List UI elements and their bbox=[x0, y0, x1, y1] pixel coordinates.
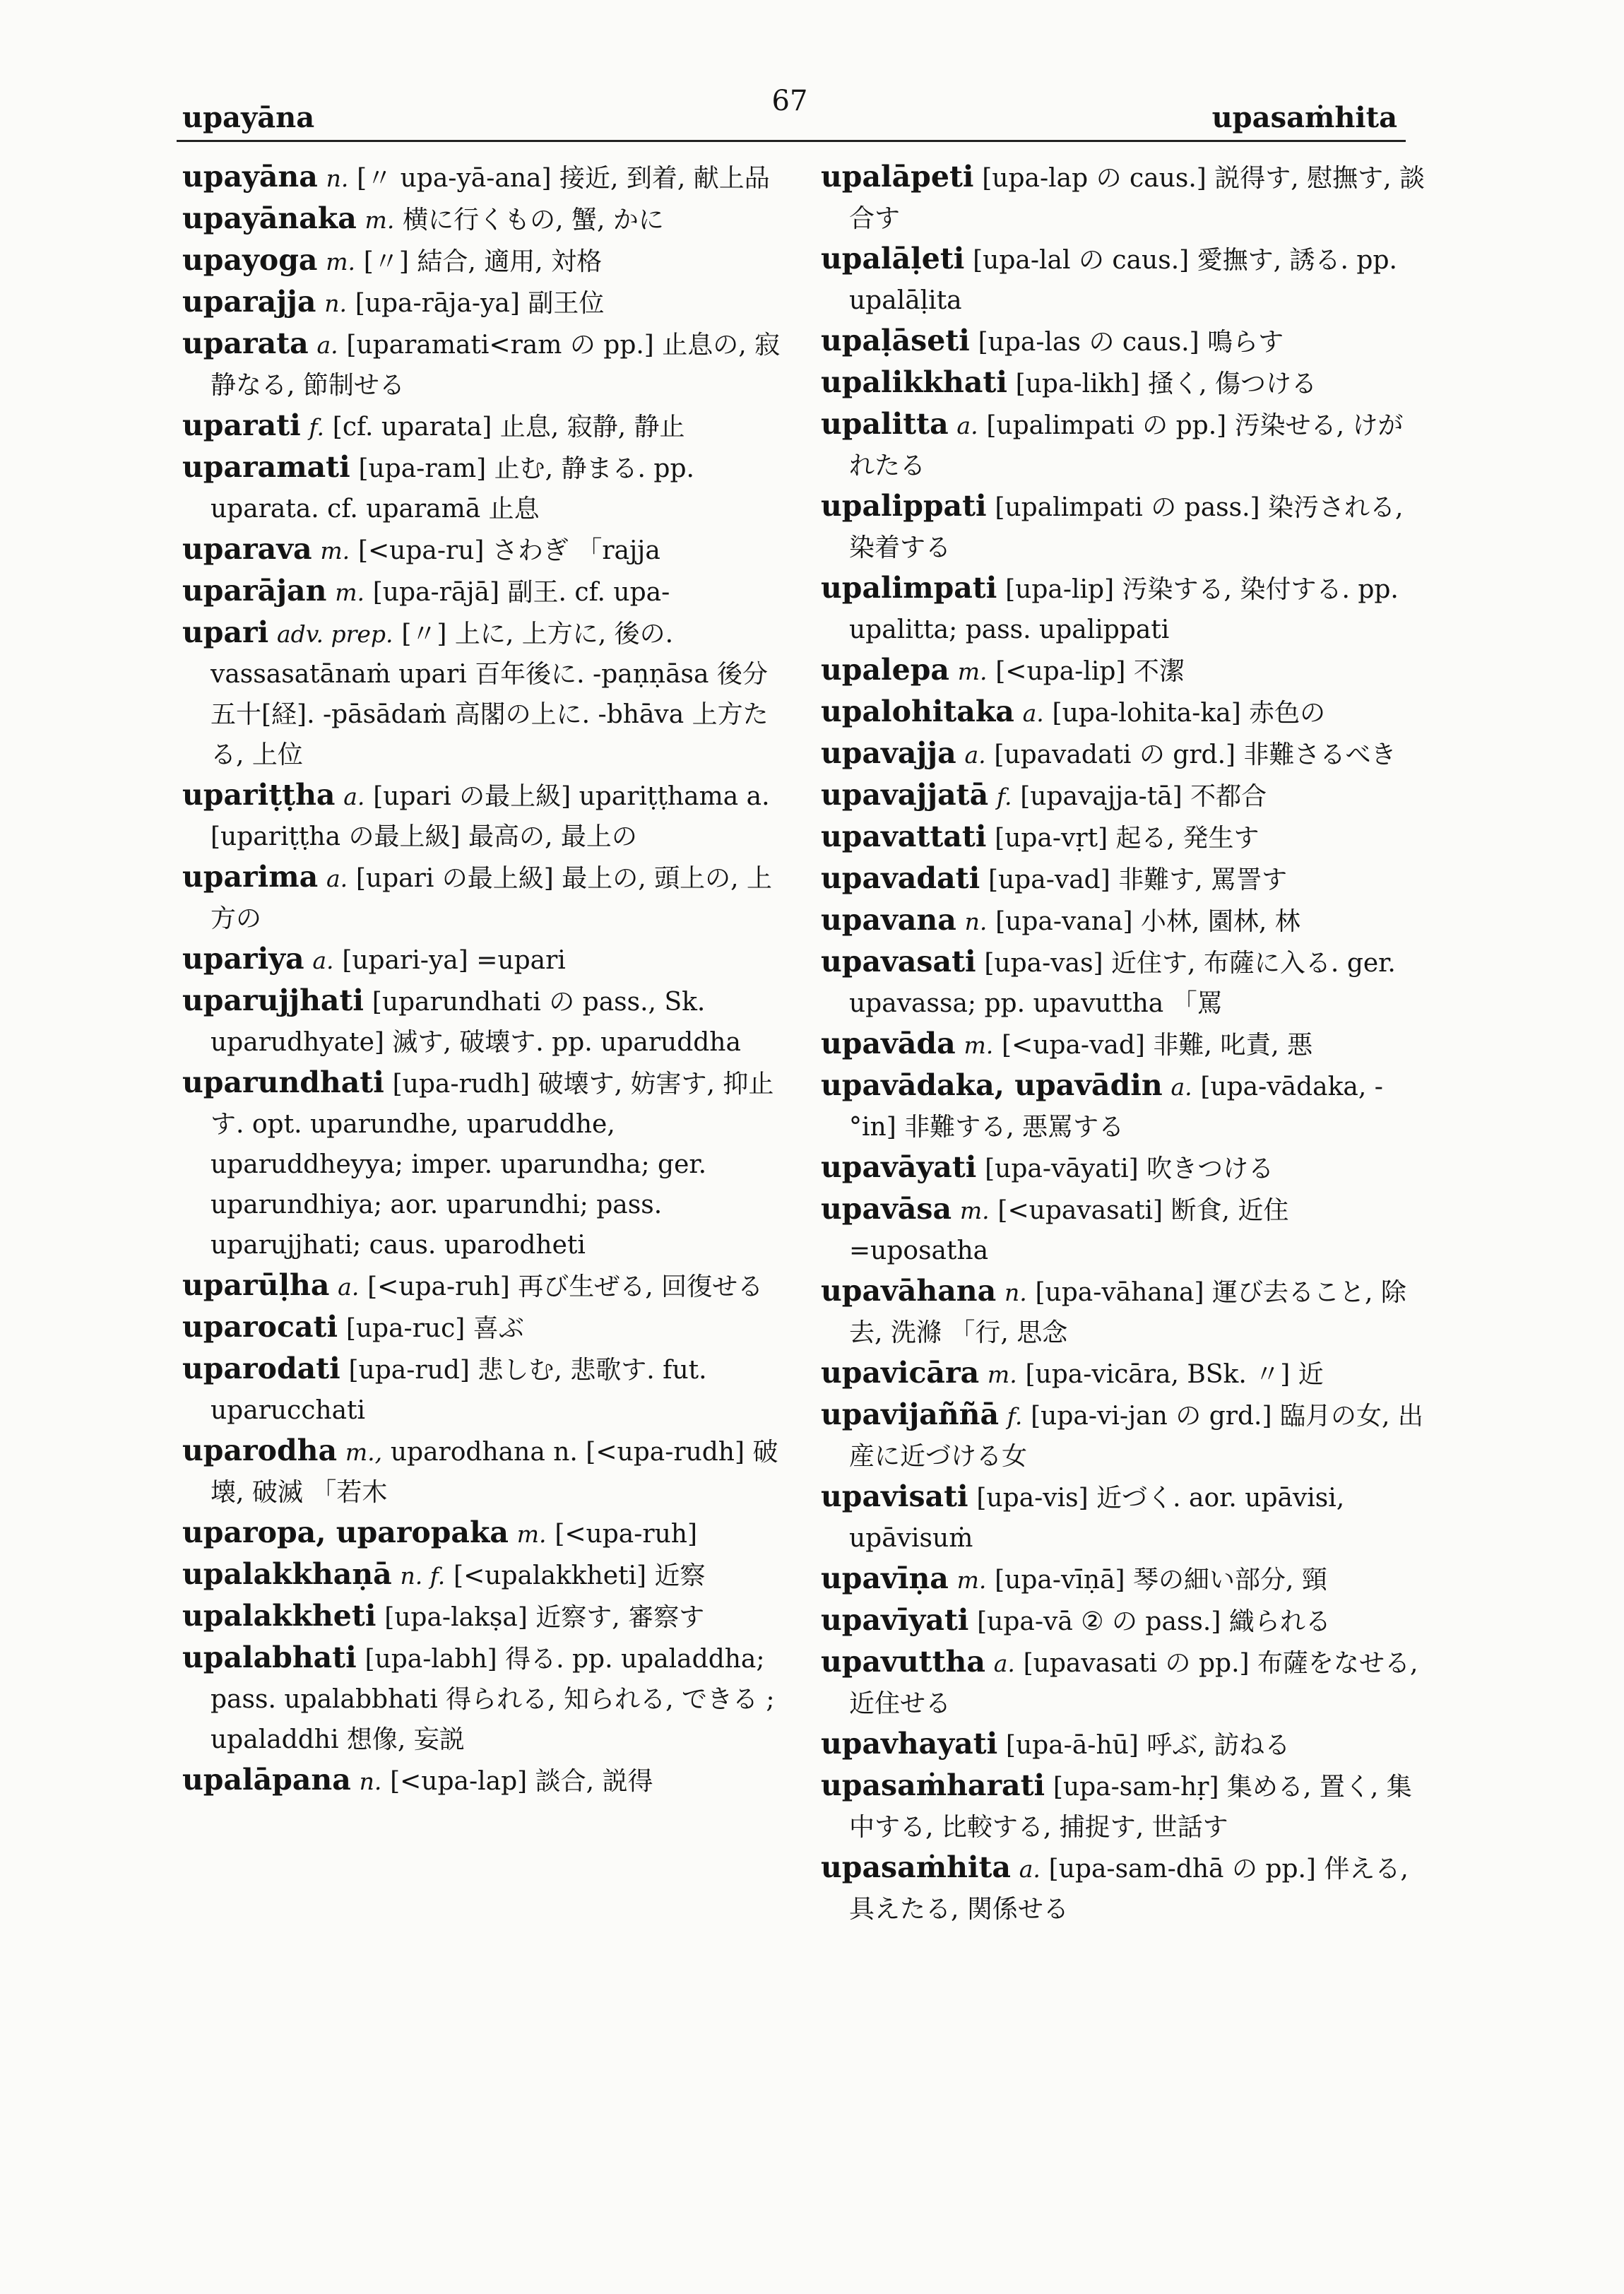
entry-headword: upaḷāseti bbox=[821, 324, 970, 357]
entry-grammar: m. bbox=[956, 1566, 987, 1594]
dictionary-entry bbox=[182, 613, 790, 775]
dictionary-entry bbox=[821, 239, 1428, 321]
entry-grammar: n. bbox=[359, 1768, 382, 1795]
entry-definition: [upa-sam-dhā の pp.] 伴える, 具えたる, 関係せる bbox=[849, 1855, 1409, 1924]
entry-definition: [upa-sam-hṛ] 集める, 置く, 集中する, 比較する, 捕捉す, 世話す bbox=[849, 1773, 1412, 1842]
dictionary-entry bbox=[821, 1559, 1428, 1600]
entry-definition: [upa-lal の caus.] 愛撫す, 誘る. pp. upalāḷita bbox=[849, 246, 1397, 315]
entry-definition: [<upavasati] 断食, 近住 =uposatha bbox=[849, 1196, 1289, 1265]
entry-definition: [upa-rāja-ya] 副王位 bbox=[355, 289, 605, 318]
page-header bbox=[182, 85, 1397, 134]
entry-definition: [upari の最上級] 最上の, 頭上の, 上方の bbox=[211, 864, 773, 933]
entry-headword: upalakkhaṇā bbox=[182, 1557, 392, 1591]
dictionary-entry bbox=[182, 1431, 790, 1513]
entry-headword: upavasati bbox=[821, 945, 976, 979]
entry-definition: [upa-vādaka, -°in] 非難する, 悪罵する bbox=[849, 1072, 1383, 1142]
entry-definition: [upavasati の pp.] 布薩をなせる, 近住せる bbox=[849, 1649, 1418, 1718]
entry-headword: upavhayati bbox=[821, 1727, 998, 1761]
entry-definition: [<upa-ru] さわぎ 「rajja bbox=[357, 536, 660, 565]
dictionary-entry bbox=[182, 406, 790, 447]
dictionary-entry bbox=[821, 1724, 1428, 1766]
dictionary-entry bbox=[182, 981, 790, 1063]
entry-headword: upavāda bbox=[821, 1027, 956, 1060]
entry-definition: [<upa-vad] 非難, 叱責, 悪 bbox=[1002, 1031, 1313, 1060]
entry-definition: [upa-vicāra, BSk. 〃] 近 bbox=[1025, 1360, 1324, 1389]
entry-grammar: m., bbox=[345, 1438, 383, 1466]
entry-headword: uparamati bbox=[182, 450, 350, 484]
entry-definition: [upalimpati の pp.] 汚染せる, けがれたる bbox=[849, 411, 1404, 480]
dictionary-entry bbox=[182, 1063, 790, 1265]
entry-grammar: n. bbox=[324, 290, 347, 317]
entry-headword: upariya bbox=[182, 942, 304, 976]
dictionary-entry bbox=[821, 404, 1428, 486]
entry-grammar: m. bbox=[335, 579, 364, 606]
header-right-guide-word: upasaṁhita bbox=[1211, 101, 1397, 134]
entry-grammar: m. bbox=[987, 1361, 1017, 1388]
entry-definition: [upalimpati の pass.] 染汚される, 染着する bbox=[849, 493, 1404, 562]
entry-definition: [upa-vāyati] 吹きつける bbox=[985, 1154, 1274, 1183]
entry-definition: [upa-rudh] 破壊す, 妨害す, 抑止す. opt. uparundhe, uparuddhe, uparuddheyya; imper. uparundha; ger. uparundhiya; aor. uparundhi; pass. uparujjhati; caus. uparodheti bbox=[211, 1070, 774, 1260]
entry-headword: uparajja bbox=[182, 285, 316, 319]
entry-definition: [upa-lip] 汚染する, 染付する. pp. upalitta; pass. upalippati bbox=[849, 575, 1399, 644]
entry-grammar: m. bbox=[320, 537, 350, 564]
page-number: 67 bbox=[771, 85, 808, 117]
entry-definition: [uparamati<ram の pp.] 止息の, 寂静なる, 節制せる bbox=[211, 331, 781, 400]
entry-headword: uparujjhati bbox=[182, 983, 364, 1017]
entry-headword: uparata bbox=[182, 326, 309, 360]
entry-headword: uparājan bbox=[182, 574, 327, 608]
entry-headword: upalabhati bbox=[182, 1640, 357, 1674]
entry-grammar: n. bbox=[964, 908, 988, 935]
entry-headword: upalepa bbox=[821, 653, 949, 687]
entry-definition: [〃] 上に, 上方に, 後の. vassasatānaṁ upari 百年後に. -paṇṇāsa 後分五十[経]. -pāsādaṁ 高閣の上に. -bhāva 上方たる, 上位 bbox=[211, 620, 769, 769]
dictionary-entry bbox=[182, 157, 790, 199]
dictionary-entry bbox=[821, 650, 1428, 692]
entry-definition: [upa-vā ② の pass.] 織られる bbox=[977, 1607, 1331, 1636]
dictionary-entry bbox=[821, 900, 1428, 942]
entry-headword: upavīṇa bbox=[821, 1561, 949, 1595]
entry-definition: [upari の最上級] upariṭṭhama a. [upariṭṭha の最上級] 最高の, 最上の bbox=[211, 782, 770, 851]
entry-definition: [upa-las の caus.] 鳴らす bbox=[978, 328, 1284, 357]
entry-headword: uparodati bbox=[182, 1352, 340, 1385]
entry-definition: [cf. uparata] 止息, 寂静, 静止 bbox=[332, 413, 685, 442]
entry-grammar: f. bbox=[1007, 1402, 1023, 1430]
dictionary-entry bbox=[182, 1596, 790, 1638]
entry-definition: [<upa-ruh] 再び生ぜる, 回復せる bbox=[367, 1272, 764, 1301]
entry-grammar: m. bbox=[959, 1197, 990, 1224]
entry-definition: [upavajja-tā] 不都合 bbox=[1020, 782, 1267, 811]
entry-grammar: a. bbox=[338, 1273, 360, 1301]
entry-headword: upavādaka, upavādin bbox=[821, 1068, 1163, 1102]
entry-grammar: a. bbox=[343, 783, 365, 810]
entry-headword: upari bbox=[182, 615, 269, 649]
entry-headword: upayāna bbox=[182, 160, 318, 194]
entry-headword: uparopa, uparopaka bbox=[182, 1515, 509, 1549]
dictionary-entry bbox=[821, 1189, 1428, 1271]
entry-headword: uparima bbox=[182, 860, 319, 894]
entry-headword: upavisati bbox=[821, 1479, 968, 1513]
left-column bbox=[182, 157, 790, 1802]
entry-definition: [<upa-ruh] bbox=[555, 1520, 698, 1549]
entry-headword: uparūḷha bbox=[182, 1268, 330, 1302]
entry-headword: upavadati bbox=[821, 861, 980, 895]
dictionary-entry bbox=[182, 1760, 790, 1802]
entry-headword: upavana bbox=[821, 903, 956, 937]
entry-headword: uparocati bbox=[182, 1310, 338, 1344]
entry-headword: upayānaka bbox=[182, 201, 357, 235]
entry-grammar: m. bbox=[364, 206, 395, 234]
entry-headword: upalohitaka bbox=[821, 694, 1014, 728]
entry-headword: upavāsa bbox=[821, 1192, 952, 1226]
entry-grammar: a. bbox=[993, 1650, 1015, 1677]
entry-grammar: f. bbox=[309, 413, 325, 441]
entry-definition: [upa-ā-hū] 呼ぶ, 訪ねる bbox=[1005, 1731, 1291, 1760]
entry-headword: uparundhati bbox=[182, 1065, 384, 1099]
entry-headword: upavijaññā bbox=[821, 1397, 1000, 1431]
dictionary-entry bbox=[821, 1847, 1428, 1929]
dictionary-entry bbox=[182, 447, 790, 529]
entry-definition: [upa-rud] 悲しむ, 悲歌す. fut. uparucchati bbox=[211, 1356, 707, 1425]
entry-headword: upalikkhati bbox=[821, 365, 1007, 399]
entry-headword: upariṭṭha bbox=[182, 778, 336, 812]
entry-definition: [upa-vīṇā] 琴の細い部分, 頸 bbox=[995, 1566, 1327, 1595]
entry-definition: [upa-vāhana] 運び去ること, 除去, 洗滌 「行, 思念 bbox=[849, 1278, 1406, 1347]
entry-headword: upayoga bbox=[182, 243, 318, 277]
entry-grammar: m. bbox=[957, 658, 988, 685]
entry-headword: upavāhana bbox=[821, 1274, 997, 1308]
entry-grammar: m. bbox=[964, 1031, 994, 1059]
entry-headword: uparava bbox=[182, 532, 312, 566]
dictionary-entry bbox=[821, 942, 1428, 1024]
entry-definition: [upa-vana] 小林, 園林, 林 bbox=[995, 907, 1300, 936]
entry-definition: 横に行くもの, 蟹, かに bbox=[403, 206, 664, 235]
entry-headword: upalimpati bbox=[821, 571, 997, 605]
entry-headword: upalāpana bbox=[182, 1763, 351, 1797]
dictionary-entry bbox=[182, 1554, 790, 1596]
dictionary-entry bbox=[821, 486, 1428, 568]
entry-definition: [<upa-lap] 談合, 説得 bbox=[390, 1767, 653, 1796]
dictionary-entry bbox=[182, 939, 790, 981]
dictionary-entry bbox=[182, 282, 790, 324]
dictionary-entry bbox=[182, 1638, 790, 1760]
entry-headword: upavuttha bbox=[821, 1645, 985, 1679]
entry-headword: upavicāra bbox=[821, 1356, 980, 1390]
entry-definition: [upa-vi-jan の grd.] 臨月の女, 出産に近づける女 bbox=[849, 1402, 1423, 1471]
entry-headword: upasaṁharati bbox=[821, 1768, 1045, 1802]
dictionary-entry bbox=[182, 529, 790, 571]
entry-headword: upavajjatā bbox=[821, 778, 989, 812]
entry-definition: [upa-vis] 近づく. aor. upāvisi, upāvisuṁ bbox=[849, 1484, 1345, 1553]
dictionary-entry bbox=[821, 321, 1428, 362]
dictionary-entry bbox=[821, 733, 1428, 775]
entry-grammar: a. bbox=[964, 741, 986, 769]
entry-grammar: a. bbox=[312, 947, 334, 974]
entry-grammar: m. bbox=[516, 1520, 547, 1548]
entry-headword: uparodha bbox=[182, 1433, 338, 1467]
dictionary-entry bbox=[821, 817, 1428, 858]
entry-definition: [upa-vad] 非難す, 罵詈す bbox=[988, 865, 1288, 894]
entry-definition: [upa-likh] 掻く, 傷つける bbox=[1015, 369, 1317, 398]
entry-grammar: a. bbox=[956, 412, 978, 439]
entry-headword: upalāḷeti bbox=[821, 242, 965, 276]
dictionary-entry bbox=[182, 199, 790, 240]
entry-definition: [upa-lakṣa] 近察す, 審察す bbox=[384, 1603, 705, 1632]
dictionary-entry bbox=[821, 1271, 1428, 1353]
dictionary-entry bbox=[821, 1395, 1428, 1477]
entry-headword: upalāpeti bbox=[821, 160, 974, 194]
dictionary-entry bbox=[821, 1642, 1428, 1724]
dictionary-entry bbox=[821, 1600, 1428, 1642]
entry-grammar: n. f. bbox=[400, 1562, 446, 1590]
dictionary-entry bbox=[821, 1024, 1428, 1065]
entry-definition: uparodhana n. [<upa-rudh] 破壊, 破滅 「若木 bbox=[211, 1438, 778, 1507]
header-rule bbox=[177, 140, 1406, 142]
dictionary-entry bbox=[821, 1353, 1428, 1395]
entry-grammar: f. bbox=[996, 783, 1012, 810]
entry-definition: [upa-vas] 近住す, 布薩に入る. ger. upavassa; pp. upavuttha 「罵 bbox=[849, 949, 1396, 1018]
entry-headword: upalippati bbox=[821, 489, 987, 523]
entry-grammar: a. bbox=[1170, 1073, 1192, 1101]
entry-headword: upalitta bbox=[821, 407, 949, 441]
dictionary-entry bbox=[182, 775, 790, 857]
entry-definition: [upari-ya] =upari bbox=[342, 946, 566, 975]
dictionary-entry bbox=[821, 157, 1428, 239]
dictionary-entry bbox=[182, 1265, 790, 1307]
entry-grammar: a. bbox=[1019, 1855, 1041, 1883]
entry-definition: [upa-lohita-ka] 赤色の bbox=[1052, 699, 1326, 728]
entry-definition: [<upa-lip] 不潔 bbox=[995, 657, 1185, 686]
entry-headword: upavīyati bbox=[821, 1603, 969, 1637]
entry-definition: [〃] 結合, 適用, 対格 bbox=[363, 247, 603, 276]
entry-grammar: adv. prep. bbox=[277, 620, 393, 648]
dictionary-entry bbox=[182, 571, 790, 613]
dictionary-entry bbox=[182, 240, 790, 282]
entry-headword: upalakkheti bbox=[182, 1599, 377, 1633]
entry-definition: [upa-rājā] 副王. cf. upa- bbox=[372, 578, 670, 607]
entry-definition: [uparundhati の pass., Sk. uparudhyate] 滅す, 破壊す. pp. uparuddha bbox=[211, 988, 741, 1057]
entry-grammar: n. bbox=[326, 165, 349, 192]
dictionary-entry bbox=[821, 362, 1428, 404]
entry-headword: upavāyati bbox=[821, 1150, 977, 1184]
dictionary-entry bbox=[821, 1477, 1428, 1559]
entry-headword: uparati bbox=[182, 408, 301, 442]
dictionary-entry bbox=[182, 1349, 790, 1431]
dictionary-entry bbox=[821, 1147, 1428, 1189]
entry-definition: [upa-ruc] 喜ぶ bbox=[345, 1314, 524, 1343]
dictionary-entry bbox=[821, 858, 1428, 900]
dictionary-entry bbox=[821, 692, 1428, 733]
right-column bbox=[821, 157, 1428, 1929]
dictionary-entry bbox=[821, 775, 1428, 817]
entry-definition: [upa-ram] 止む, 静まる. pp. uparata. cf. uparamā 止息 bbox=[211, 454, 694, 524]
entry-headword: upavattati bbox=[821, 820, 987, 853]
entry-definition: [upa-lap の caus.] 説得す, 慰撫す, 談合す bbox=[849, 164, 1426, 233]
entry-definition: [upa-vṛt] 起る, 発生す bbox=[995, 824, 1260, 853]
entry-definition: [<upalakkheti] 近察 bbox=[454, 1561, 706, 1590]
dictionary-entry bbox=[821, 1766, 1428, 1847]
dictionary-entry bbox=[182, 857, 790, 939]
entry-definition: [upavadati の grd.] 非難さるべき bbox=[994, 740, 1397, 769]
dictionary-entry bbox=[821, 1065, 1428, 1147]
entry-definition: [upa-labh] 得る. pp. upaladdha; pass. upalabbhati 得られる, 知られる, できる ; upaladdhi 想像, 妄説 bbox=[211, 1645, 775, 1754]
header-left-guide-word: upayāna bbox=[182, 101, 315, 134]
entry-headword: upavajja bbox=[821, 736, 956, 770]
entry-headword: upasaṁhita bbox=[821, 1850, 1011, 1884]
entry-grammar: m. bbox=[326, 248, 356, 276]
entry-definition: [〃 upa-yā-ana] 接近, 到着, 献上品 bbox=[357, 164, 770, 193]
dictionary-entry bbox=[182, 1513, 790, 1554]
entry-grammar: a. bbox=[316, 331, 338, 359]
entry-grammar: a. bbox=[1022, 699, 1044, 727]
dictionary-entry bbox=[821, 568, 1428, 650]
entry-grammar: a. bbox=[326, 865, 348, 892]
dictionary-entry bbox=[182, 324, 790, 406]
dictionary-entry bbox=[182, 1307, 790, 1349]
entry-grammar: n. bbox=[1004, 1279, 1027, 1306]
